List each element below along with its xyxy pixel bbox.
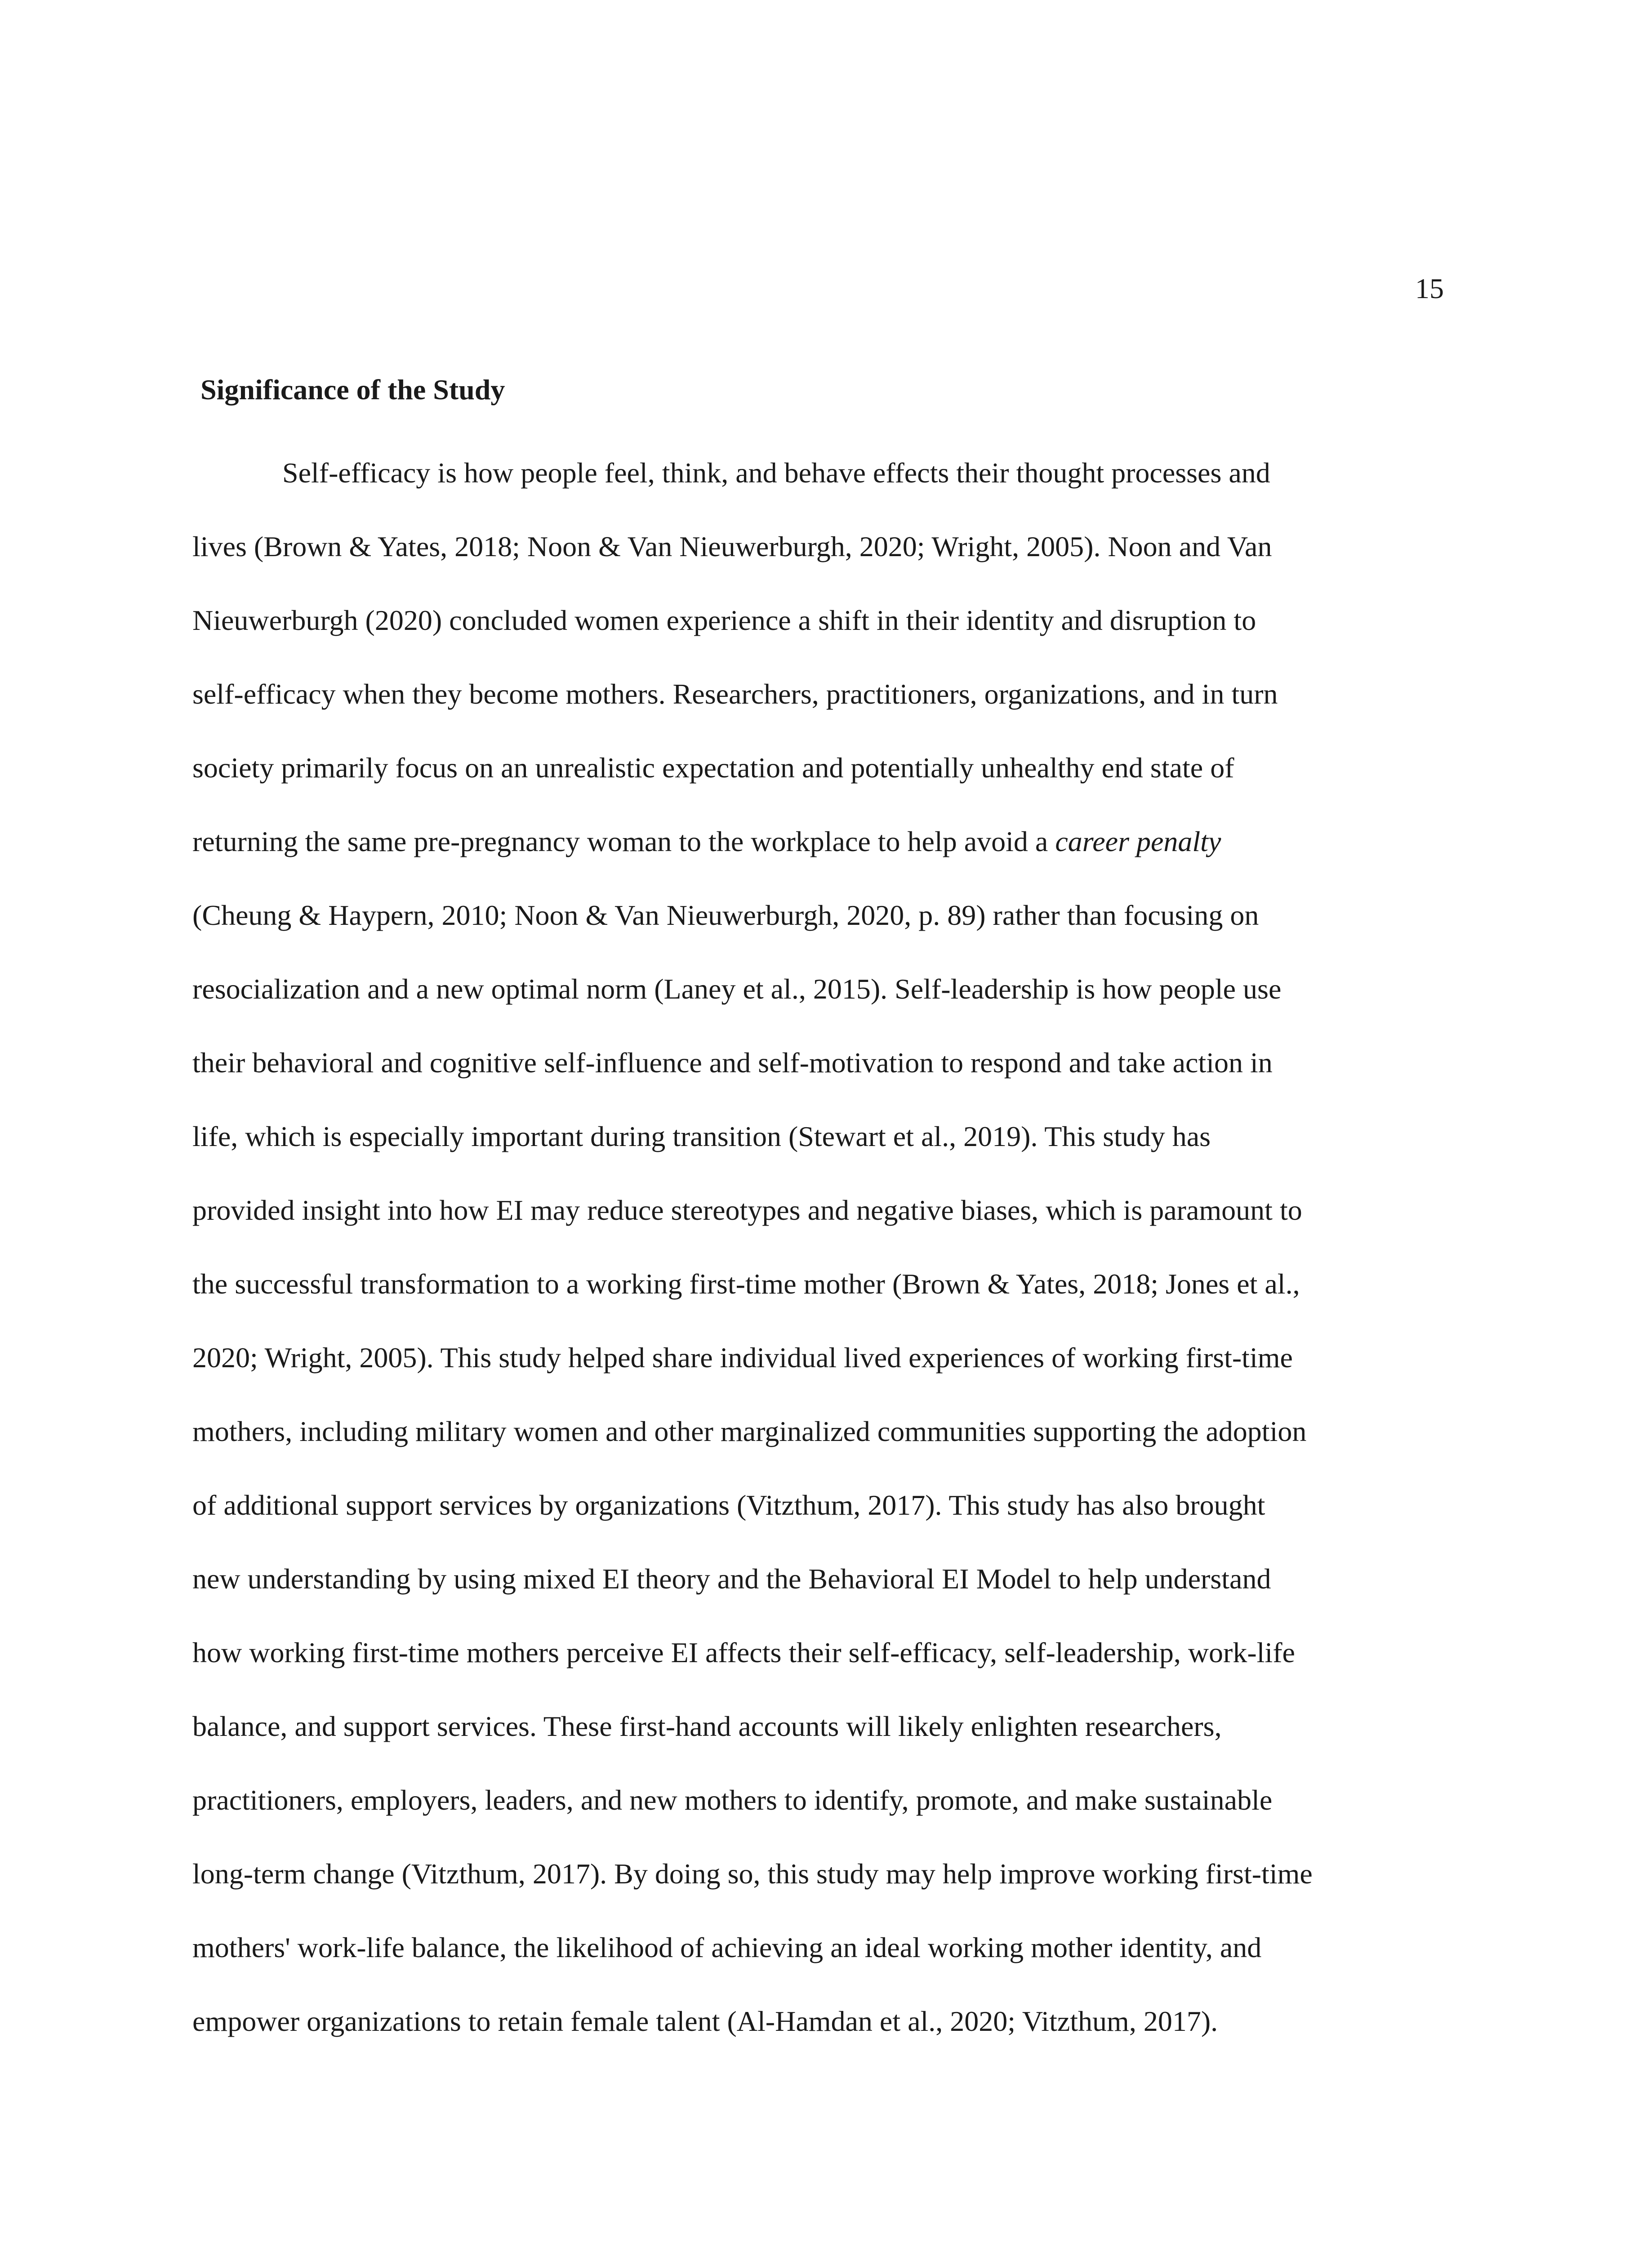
body-paragraph bbox=[192, 436, 1464, 2058]
paragraph-line: practitioners, employers, leaders, and new mothers to identify, promote, and make sustainable bbox=[192, 1784, 1273, 1816]
paragraph-line: long-term change (Vitzthum, 2017). By doing so, this study may help improve working first-time bbox=[192, 1858, 1313, 1890]
paragraph-line: self-efficacy when they become mothers. Researchers, practitioners, organizations, and in turn bbox=[192, 678, 1278, 710]
paragraph-line: how working first-time mothers perceive EI affects their self-efficacy, self-leadership, work-life bbox=[192, 1637, 1295, 1668]
paragraph-line: mothers, including military women and other marginalized communities supporting the adoption bbox=[192, 1415, 1307, 1447]
paragraph-line: life, which is especially important during transition (Stewart et al., 2019). This study has bbox=[192, 1120, 1211, 1152]
paragraph-line: of additional support services by organizations (Vitzthum, 2017). This study has also brought bbox=[192, 1489, 1265, 1521]
paragraph-line: provided insight into how EI may reduce stereotypes and negative biases, which is paramount to bbox=[192, 1194, 1302, 1226]
paragraph-line: balance, and support services. These first-hand accounts will likely enlighten researchers, bbox=[192, 1710, 1222, 1742]
italic-term: career penalty bbox=[1055, 825, 1221, 857]
page-number: 15 bbox=[1415, 272, 1444, 304]
paragraph-line: lives (Brown & Yates, 2018; Noon & Van Nieuwerburgh, 2020; Wright, 2005). Noon and Van bbox=[192, 531, 1272, 562]
paragraph-line: their behavioral and cognitive self-influence and self-motivation to respond and take action in bbox=[192, 1047, 1273, 1079]
paragraph-line: (Cheung & Haypern, 2010; Noon & Van Nieuwerburgh, 2020, p. 89) rather than focusing on bbox=[192, 899, 1259, 931]
paragraph-line: the successful transformation to a working first-time mother (Brown & Yates, 2018; Jones et al., bbox=[192, 1268, 1300, 1300]
paragraph-line: resocialization and a new optimal norm (Laney et al., 2015). Self-leadership is how people use bbox=[192, 973, 1282, 1005]
paragraph-line: society primarily focus on an unrealistic expectation and potentially unhealthy end state of bbox=[192, 752, 1234, 784]
paragraph-line bbox=[192, 805, 1464, 879]
paragraph-line-text: returning the same pre-pregnancy woman to the workplace to help avoid a bbox=[192, 825, 1055, 857]
section-heading: Significance of the Study bbox=[200, 374, 505, 406]
paragraph-line: Nieuwerburgh (2020) concluded women experience a shift in their identity and disruption to bbox=[192, 604, 1256, 636]
paragraph-line: mothers' work-life balance, the likelihood of achieving an ideal working mother identity, and bbox=[192, 1931, 1262, 1963]
paragraph-line: new understanding by using mixed EI theory and the Behavioral EI Model to help understand bbox=[192, 1563, 1271, 1595]
paragraph-line: 2020; Wright, 2005). This study helped share individual lived experiences of working first-time bbox=[192, 1342, 1293, 1374]
paragraph-line: empower organizations to retain female talent (Al-Hamdan et al., 2020; Vitzthum, 2017). bbox=[192, 2005, 1218, 2037]
paragraph-line: Self-efficacy is how people feel, think, and behave effects their thought processes and bbox=[282, 457, 1270, 489]
